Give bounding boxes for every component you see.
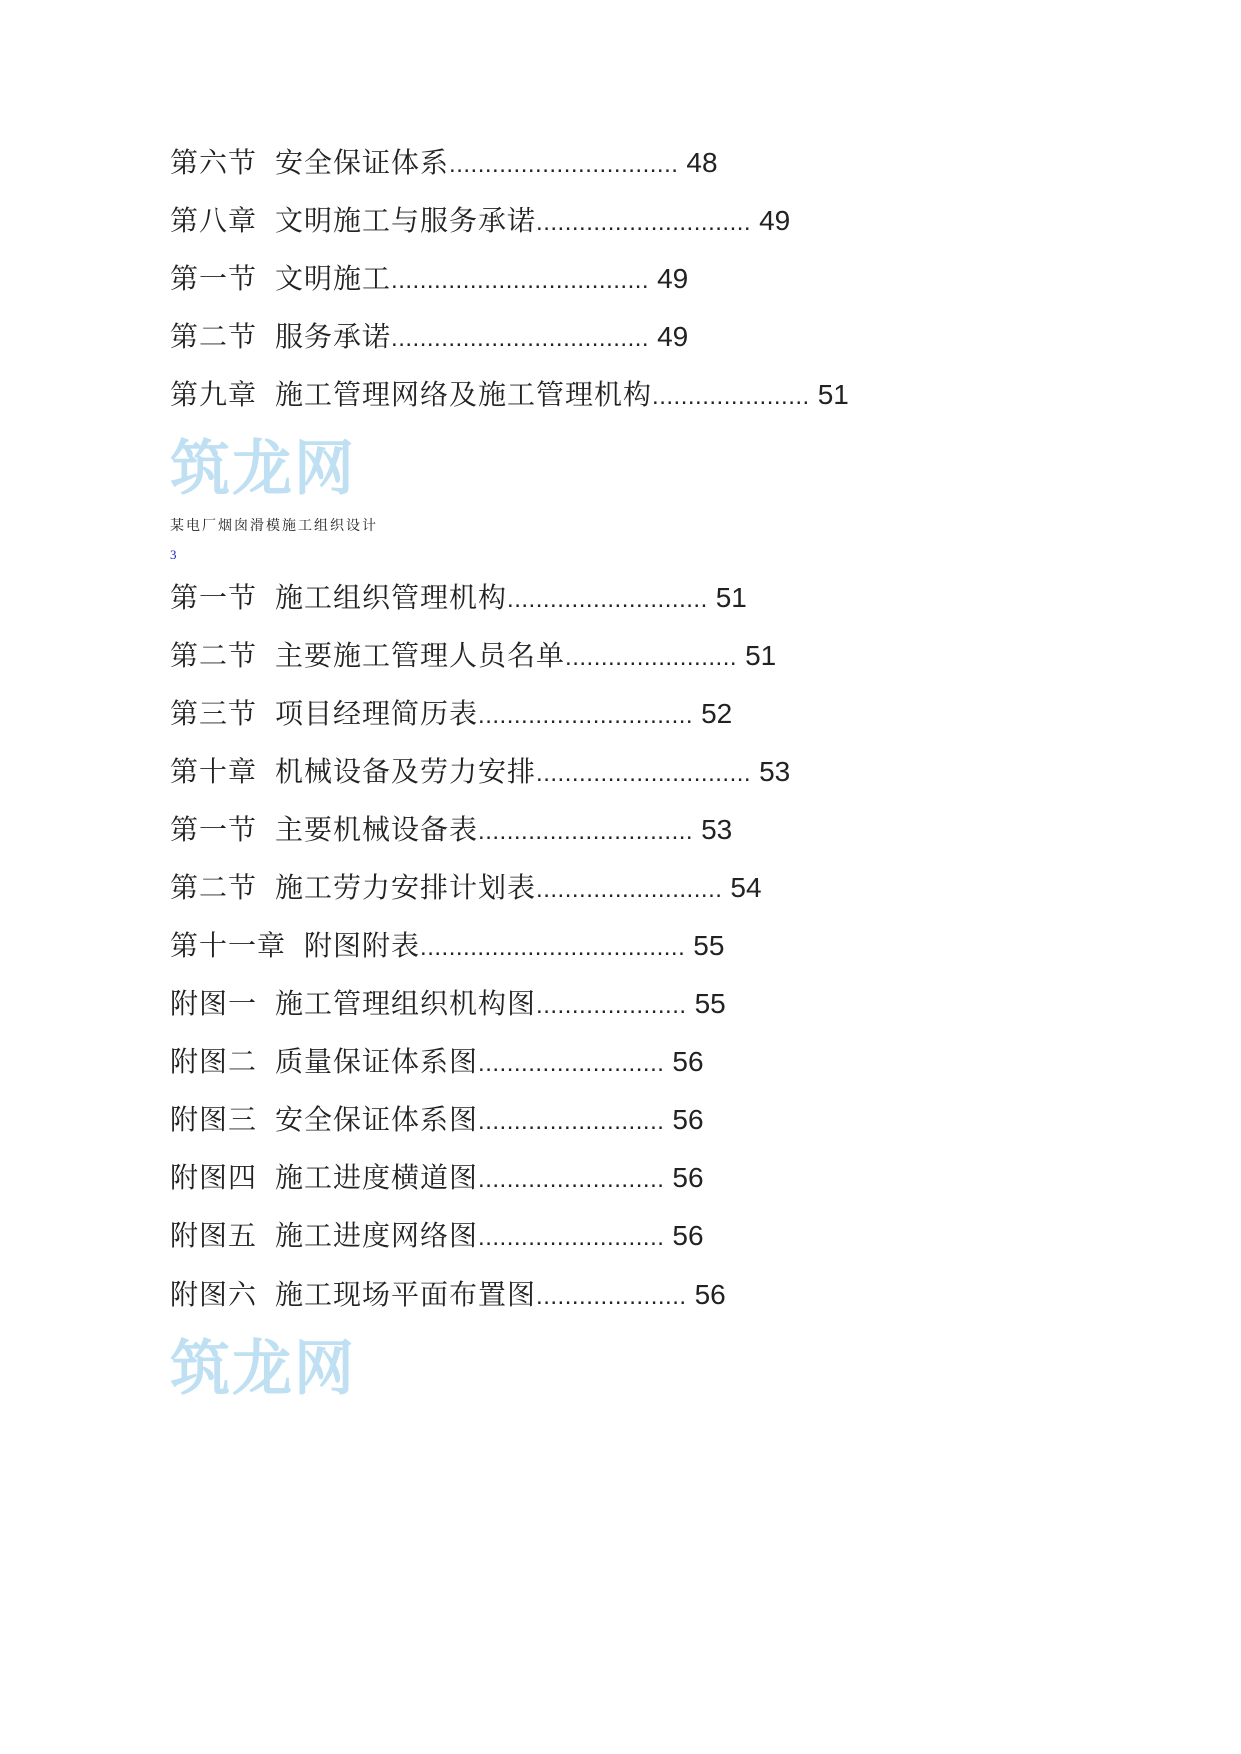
toc-entry-page: 49	[759, 205, 791, 236]
toc-dot-leader: ..........................	[478, 1050, 665, 1077]
toc-dot-leader: ..........................	[478, 1108, 665, 1135]
running-header: 某电厂烟囱滑模施工组织设计	[170, 518, 378, 534]
toc-entry[interactable]	[170, 1216, 704, 1256]
toc-entry-page: 56	[672, 1220, 704, 1251]
toc-entry-title: 机械设备及劳力安排	[275, 755, 537, 788]
watermark-logo: 筑龙网	[170, 434, 356, 504]
toc-entry-page: 49	[657, 263, 689, 294]
toc-entry-label: 第一节	[170, 262, 258, 295]
toc-entry-title: 项目经理简历表	[275, 697, 479, 730]
toc-entry-page: 56	[694, 1279, 726, 1310]
toc-entry-page: 48	[686, 147, 718, 178]
toc-entry-page: 56	[672, 1162, 704, 1193]
toc-entry-label: 第三节	[170, 697, 258, 730]
toc-entry-title: 施工管理组织机构图	[275, 987, 537, 1020]
toc-dot-leader: .....................	[536, 1283, 687, 1310]
toc-dot-leader: .....................................	[420, 934, 686, 961]
toc-dot-leader: ..........................	[478, 1166, 665, 1193]
toc-entry-label: 第二节	[170, 871, 258, 904]
toc-entry-label: 第八章	[170, 204, 258, 237]
watermark-logo: 筑龙网	[170, 1334, 356, 1404]
toc-dot-leader: ..............................	[478, 702, 694, 729]
toc-entry-page: 49	[657, 321, 689, 352]
toc-entry-page: 56	[672, 1104, 704, 1135]
toc-entry-title: 文明施工	[275, 262, 392, 295]
toc-entry-title: 安全保证体系图	[275, 1103, 479, 1136]
toc-entry-title: 施工组织管理机构	[275, 581, 508, 614]
toc-entry-label: 第二节	[170, 639, 258, 672]
toc-entry[interactable]	[170, 1100, 704, 1140]
toc-entry-label: 第一节	[170, 581, 258, 614]
toc-entry-page: 54	[730, 872, 762, 903]
toc-dot-leader: ..........................	[478, 1224, 665, 1251]
toc-entry-title: 服务承诺	[275, 320, 392, 353]
toc-dot-leader: ..............................	[536, 209, 752, 236]
toc-entry[interactable]	[170, 1158, 704, 1198]
toc-dot-leader: ....................................	[391, 267, 650, 294]
toc-entry-title: 文明施工与服务承诺	[275, 204, 537, 237]
toc-entry[interactable]	[170, 317, 688, 357]
toc-entry-label: 附图三	[170, 1103, 258, 1136]
toc-entry[interactable]	[170, 375, 849, 415]
toc-entry-title: 质量保证体系图	[275, 1045, 479, 1078]
toc-entry-title: 施工劳力安排计划表	[275, 871, 537, 904]
toc-entry-page: 53	[759, 756, 791, 787]
toc-entry-label: 附图一	[170, 987, 258, 1020]
toc-entry-title: 安全保证体系	[275, 146, 450, 179]
toc-entry-title: 主要机械设备表	[275, 813, 479, 846]
toc-entry-page: 56	[672, 1046, 704, 1077]
toc-entry-title: 主要施工管理人员名单	[275, 639, 566, 672]
toc-entry-page: 53	[701, 814, 733, 845]
toc-entry-label: 第十章	[170, 755, 258, 788]
toc-dot-leader: ................................	[449, 151, 679, 178]
toc-entry[interactable]	[170, 868, 762, 908]
toc-entry[interactable]	[170, 1275, 726, 1315]
toc-entry[interactable]	[170, 810, 732, 850]
toc-entry[interactable]	[170, 694, 732, 734]
toc-entry-label: 第十一章	[170, 929, 287, 962]
toc-entry-title: 附图附表	[304, 929, 421, 962]
toc-entry-label: 附图六	[170, 1278, 258, 1311]
page-number: 3	[170, 547, 177, 562]
toc-entry[interactable]	[170, 926, 724, 966]
toc-entry-page: 51	[817, 379, 849, 410]
toc-dot-leader: ..........................	[536, 876, 723, 903]
toc-entry-label: 第六节	[170, 146, 258, 179]
toc-entry[interactable]	[170, 984, 726, 1024]
toc-dot-leader: ......................	[652, 383, 810, 410]
toc-entry-page: 51	[715, 582, 747, 613]
toc-entry-title: 施工管理网络及施工管理机构	[275, 378, 653, 411]
toc-entry-page: 52	[701, 698, 733, 729]
toc-dot-leader: ............................	[507, 586, 708, 613]
toc-entry[interactable]	[170, 578, 747, 618]
toc-entry-label: 第一节	[170, 813, 258, 846]
toc-entry-page: 55	[693, 930, 725, 961]
toc-entry[interactable]	[170, 201, 790, 241]
toc-entry-page: 51	[745, 640, 777, 671]
toc-entry-title: 施工进度网络图	[275, 1219, 479, 1252]
toc-entry[interactable]	[170, 259, 688, 299]
toc-dot-leader: ....................................	[391, 325, 650, 352]
toc-dot-leader: .....................	[536, 992, 687, 1019]
toc-entry[interactable]	[170, 143, 718, 183]
toc-entry-label: 附图二	[170, 1045, 258, 1078]
toc-dot-leader: ........................	[565, 644, 738, 671]
toc-entry-page: 55	[694, 988, 726, 1019]
toc-entry-label: 第九章	[170, 378, 258, 411]
toc-entry-title: 施工进度横道图	[275, 1161, 479, 1194]
toc-entry-label: 附图五	[170, 1219, 258, 1252]
toc-entry-label: 第二节	[170, 320, 258, 353]
toc-entry[interactable]	[170, 1042, 704, 1082]
toc-entry[interactable]	[170, 752, 790, 792]
toc-dot-leader: ..............................	[478, 818, 694, 845]
toc-entry-title: 施工现场平面布置图	[275, 1278, 537, 1311]
toc-entry[interactable]	[170, 636, 776, 676]
toc-dot-leader: ..............................	[536, 760, 752, 787]
toc-entry-label: 附图四	[170, 1161, 258, 1194]
